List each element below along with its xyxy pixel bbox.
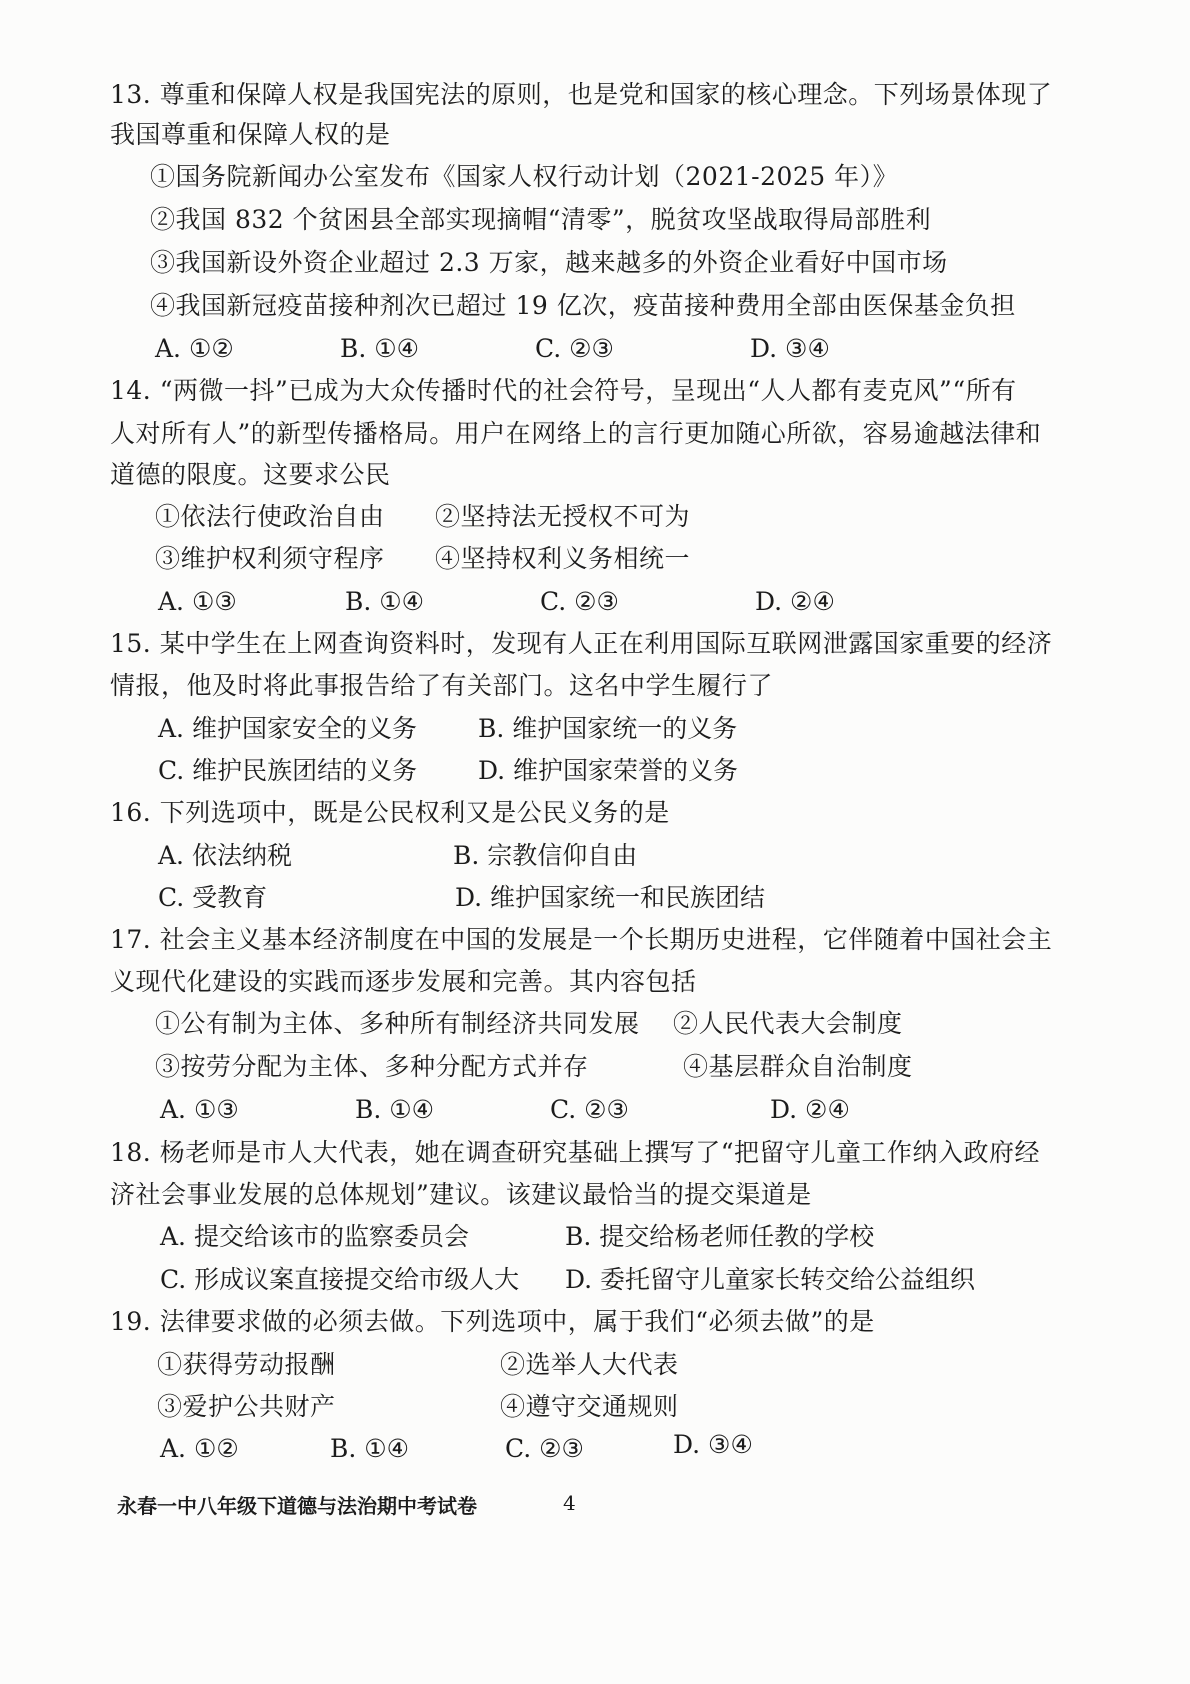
q17-option-d: D. ②④	[770, 1095, 850, 1124]
q17-statement-2: ②人民代表大会制度	[673, 1009, 903, 1038]
q19-statement-3: ③爱护公共财产	[157, 1392, 336, 1421]
q13-option-c: C. ②③	[535, 334, 614, 363]
q16-stem-line1: 16. 下列选项中，既是公民权利又是公民义务的是	[110, 798, 670, 827]
q19-statement-1: ①获得劳动报酬	[157, 1350, 336, 1379]
page-number: 4	[563, 1491, 576, 1515]
q18-stem-line2: 济社会事业发展的总体规划”建议。该建议最恰当的提交渠道是	[110, 1180, 812, 1209]
q13-statement-2: ②我国 832 个贫困县全部实现摘帽“清零”，脱贫攻坚战取得局部胜利	[150, 205, 932, 234]
q14-statement-4: ④坚持权利义务相统一	[435, 544, 691, 573]
q14-statement-3: ③维护权利须守程序	[155, 544, 385, 573]
q14-stem-line1: 14. “两微一抖”已成为大众传播时代的社会符号，呈现出“人人都有麦克风”“所有	[110, 376, 1017, 405]
q13-option-b: B. ①④	[340, 334, 420, 363]
q13-statement-3: ③我国新设外资企业超过 2.3 万家，越来越多的外资企业看好中国市场	[150, 248, 948, 277]
q13-option-d: D. ③④	[750, 334, 830, 363]
q16-option-b: B. 宗教信仰自由	[453, 841, 638, 870]
q19-option-b: B. ①④	[330, 1434, 410, 1463]
q13-stem-line1: 13. 尊重和保障人权是我国宪法的原则，也是党和国家的核心理念。下列场景体现了	[110, 80, 1053, 109]
q17-statement-1: ①公有制为主体、多种所有制经济共同发展	[155, 1009, 640, 1038]
q19-statement-4: ④遵守交通规则	[500, 1392, 679, 1421]
q18-option-c: C. 形成议案直接提交给市级人大	[160, 1265, 520, 1294]
q19-statement-2: ②选举人大代表	[500, 1350, 679, 1379]
q18-stem-line1: 18. 杨老师是市人大代表，她在调查研究基础上撰写了“把留守儿童工作纳入政府经	[110, 1138, 1040, 1167]
q14-statement-1: ①依法行使政治自由	[155, 502, 385, 531]
q17-option-b: B. ①④	[355, 1095, 435, 1124]
footer-exam-title: 永春一中八年级下道德与法治期中考试卷	[117, 1494, 477, 1518]
q14-option-d: D. ②④	[755, 587, 835, 616]
q17-stem-line2: 义现代化建设的实践而逐步发展和完善。其内容包括	[110, 967, 697, 996]
q14-stem-line2: 人对所有人”的新型传播格局。用户在网络上的言行更加随心所欲，容易逾越法律和	[110, 419, 1042, 448]
q16-option-c: C. 受教育	[158, 883, 268, 912]
q13-stem-line2: 我国尊重和保障人权的是	[110, 120, 391, 149]
q15-option-c: C. 维护民族团结的义务	[158, 756, 418, 785]
q19-option-d: D. ③④	[673, 1430, 753, 1459]
q15-option-d: D. 维护国家荣誉的义务	[478, 756, 739, 785]
q14-statement-2: ②坚持法无授权不可为	[435, 502, 691, 531]
q17-option-c: C. ②③	[550, 1095, 629, 1124]
q17-statement-4: ④基层群众自治制度	[683, 1052, 913, 1081]
q19-option-a: A. ①②	[160, 1434, 239, 1463]
q13-statement-4: ④我国新冠疫苗接种剂次已超过 19 亿次，疫苗接种费用全部由医保基金负担	[150, 291, 1016, 320]
q18-option-a: A. 提交给该市的监察委员会	[160, 1222, 469, 1251]
q14-stem-line3: 道德的限度。这要求公民	[110, 460, 391, 489]
q13-statement-1: ①国务院新闻办公室发布《国家人权行动计划（2021-2025 年）》	[150, 162, 899, 191]
q16-option-d: D. 维护国家统一和民族团结	[455, 883, 766, 912]
q14-option-c: C. ②③	[540, 587, 619, 616]
q18-option-b: B. 提交给杨老师任教的学校	[565, 1222, 875, 1251]
q15-option-b: B. 维护国家统一的义务	[478, 714, 738, 743]
q17-option-a: A. ①③	[160, 1095, 239, 1124]
q15-stem-line1: 15. 某中学生在上网查询资料时，发现有人正在利用国际互联网泄露国家重要的经济	[110, 629, 1053, 658]
q19-option-c: C. ②③	[505, 1434, 584, 1463]
q14-option-a: A. ①③	[158, 587, 237, 616]
q16-option-a: A. 依法纳税	[158, 841, 292, 870]
q17-statement-3: ③按劳分配为主体、多种分配方式并存	[155, 1052, 589, 1081]
q15-stem-line2: 情报，他及时将此事报告给了有关部门。这名中学生履行了	[110, 671, 774, 700]
q14-option-b: B. ①④	[345, 587, 425, 616]
q19-stem-line1: 19. 法律要求做的必须去做。下列选项中，属于我们“必须去做”的是	[110, 1307, 875, 1336]
q15-option-a: A. 维护国家安全的义务	[158, 714, 417, 743]
q17-stem-line1: 17. 社会主义基本经济制度在中国的发展是一个长期历史进程，它伴随着中国社会主	[110, 925, 1053, 954]
q18-option-d: D. 委托留守儿童家长转交给公益组织	[565, 1265, 976, 1294]
q13-option-a: A. ①②	[155, 334, 234, 363]
